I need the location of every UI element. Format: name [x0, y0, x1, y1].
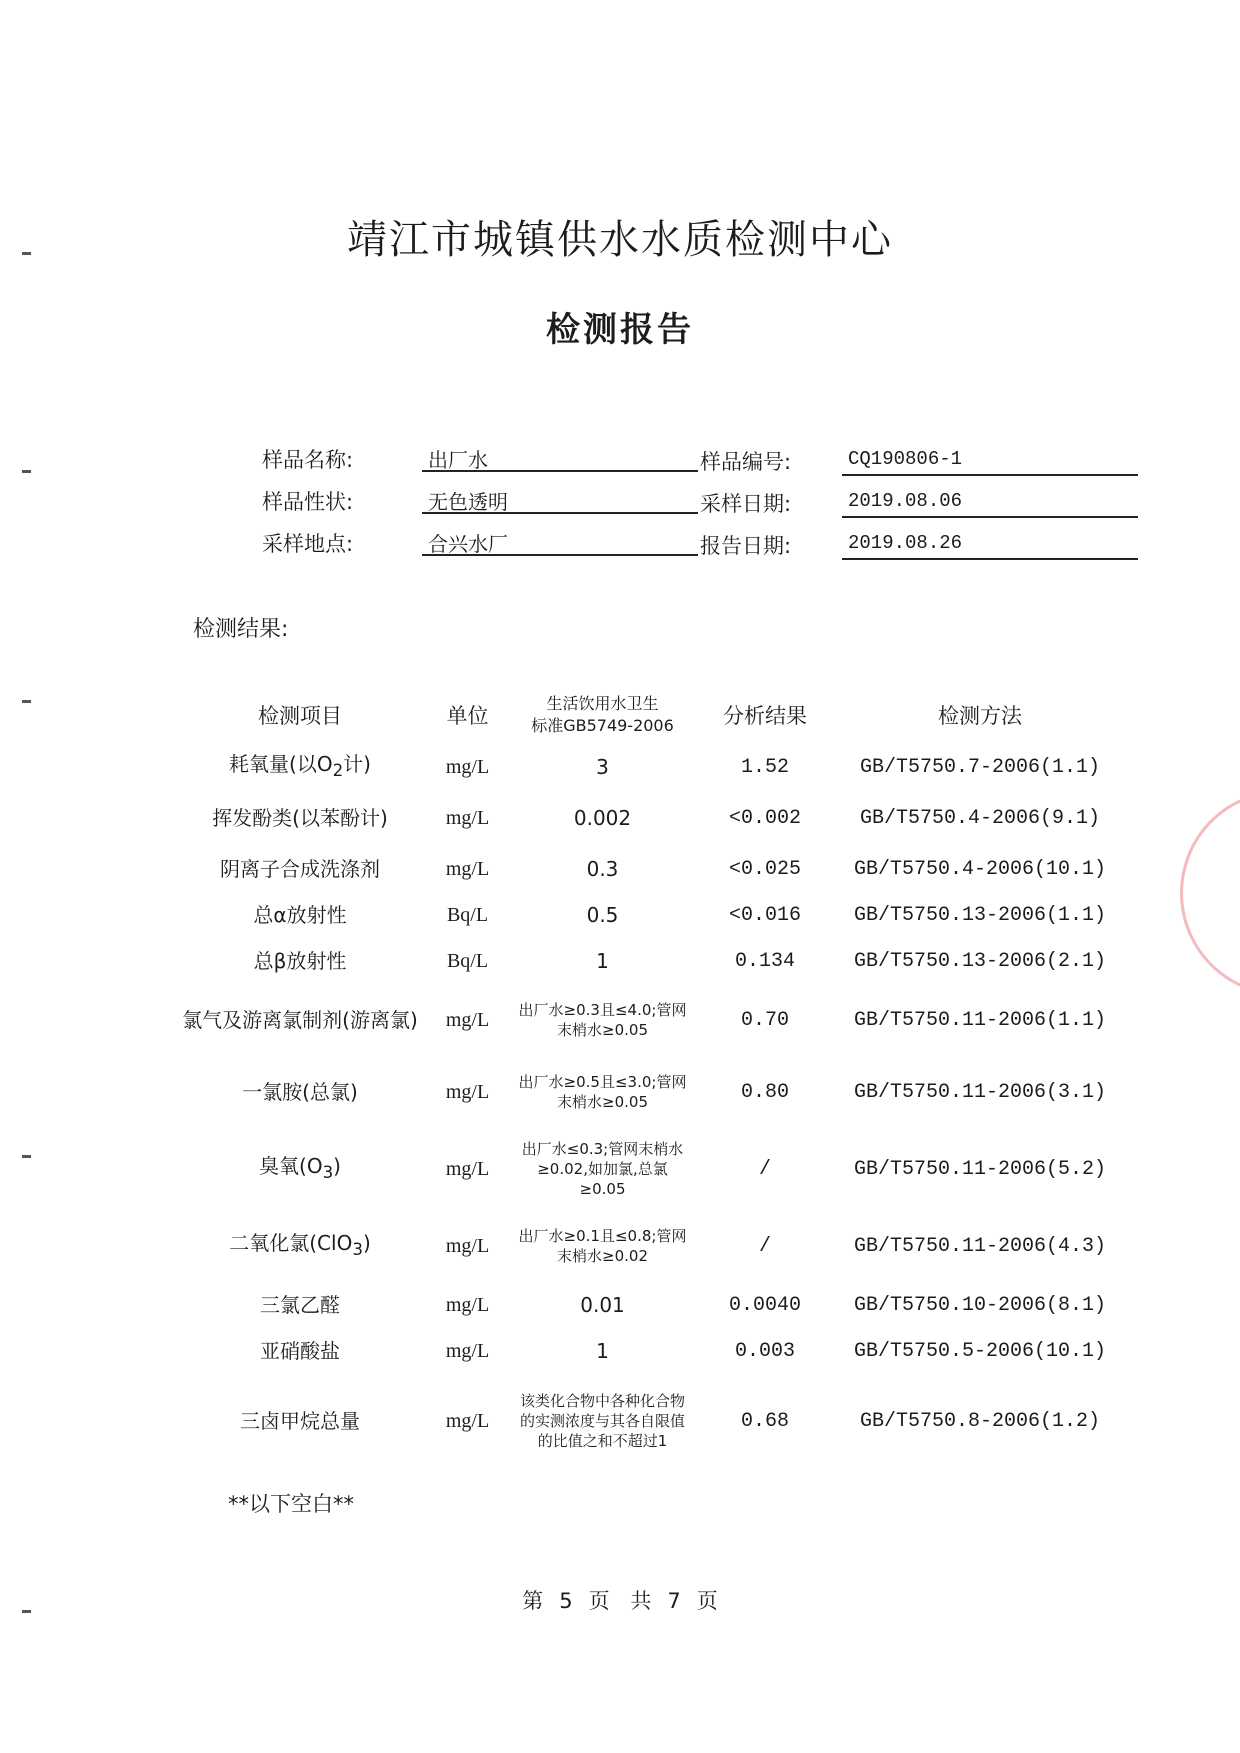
row-standard: 该类化合物中各种化合物的实测浓度与其各自限值的比值之和不超过1	[519, 1392, 685, 1450]
row-method: GB/T5750.8-2006(1.2)	[859, 1409, 1101, 1433]
row-result: 1.52	[740, 755, 789, 779]
row-standard: 出厂水≥0.1且≤0.8;管网末梢水≥0.02	[518, 1227, 687, 1265]
table-row	[180, 984, 1120, 1056]
sample-property-label: 样品性状:	[262, 490, 354, 514]
row-result: 0.80	[740, 1080, 789, 1104]
row-unit: Bq/L	[446, 903, 489, 926]
col-header-method: 检测方法	[938, 704, 1022, 728]
row-result: <0.016	[728, 903, 801, 927]
row-standard: 出厂水≥0.5且≤3.0;管网末梢水≥0.05	[518, 1073, 687, 1111]
row-result: 0.134	[734, 949, 795, 973]
row-item: 三卤甲烷总量	[240, 1409, 360, 1433]
row-standard: 0.01	[580, 1293, 625, 1317]
row-result: <0.025	[728, 857, 801, 881]
row-method: GB/T5750.4-2006(9.1)	[859, 806, 1101, 830]
col-header-item: 检测项目	[258, 704, 342, 728]
row-method: GB/T5750.11-2006(5.2)	[853, 1157, 1107, 1181]
row-unit: mg/L	[445, 1409, 490, 1432]
table-header-row	[180, 686, 1120, 744]
table-row	[180, 892, 1120, 938]
row-item	[180, 1128, 420, 1210]
row-item-text-end: )	[362, 1230, 371, 1255]
sampling-date-label: 采样日期:	[700, 492, 792, 516]
page-indicator	[0, 1585, 1240, 1615]
table-row	[180, 846, 1120, 892]
report-date-label: 报告日期:	[700, 534, 792, 558]
col-header-standard-line2: 标准GB5749-2006	[531, 716, 674, 735]
row-method: GB/T5750.11-2006(4.3)	[853, 1234, 1107, 1258]
row-item: 挥发酚类(以苯酚计)	[212, 806, 388, 830]
row-item: 亚硝酸盐	[260, 1339, 340, 1363]
row-unit: mg/L	[445, 755, 490, 778]
page-mid: 页 共	[588, 1589, 652, 1613]
row-item-text: 二氧化氯(ClO	[229, 1230, 353, 1255]
row-unit: mg/L	[445, 1339, 490, 1362]
row-standard: 1	[596, 949, 609, 973]
table-row	[180, 1374, 1120, 1468]
row-standard: 1	[596, 1339, 609, 1363]
row-item-text-end: 计)	[343, 751, 371, 776]
row-result: <0.002	[728, 806, 801, 830]
row-standard: 0.5	[586, 903, 619, 927]
row-result: 0.70	[740, 1008, 789, 1032]
report-date-value: 2019.08.26	[842, 532, 1138, 560]
page-prefix: 第	[522, 1589, 544, 1613]
organization-title: 靖江市城镇供水水质检测中心	[347, 217, 893, 263]
col-header-unit: 单位	[446, 704, 489, 728]
table-row	[180, 1282, 1120, 1328]
col-header-result: 分析结果	[723, 704, 807, 728]
sampling-location-value: 合兴水厂	[422, 528, 698, 556]
row-standard: 0.002	[573, 806, 632, 830]
row-item: 阴离子合成洗涤剂	[220, 857, 380, 881]
scan-edge-mark	[22, 1610, 31, 1613]
row-unit: mg/L	[445, 1293, 490, 1316]
row-item: 一氯胺(总氯)	[242, 1080, 358, 1104]
row-unit: mg/L	[445, 1234, 490, 1257]
sample-name-value: 出厂水	[422, 444, 698, 472]
row-unit: mg/L	[445, 1008, 490, 1031]
results-table	[180, 686, 1120, 1468]
row-method: GB/T5750.13-2006(1.1)	[853, 903, 1107, 927]
row-standard: 3	[596, 755, 609, 779]
row-item-text-end: )	[333, 1153, 341, 1178]
row-item: 总α放射性	[253, 903, 347, 927]
row-method: GB/T5750.10-2006(8.1)	[853, 1293, 1107, 1317]
page-number: 5	[559, 1589, 573, 1613]
col-header-standard-line1: 生活饮用水卫生	[546, 694, 659, 713]
row-method: GB/T5750.11-2006(3.1)	[853, 1080, 1107, 1104]
row-method: GB/T5750.7-2006(1.1)	[859, 755, 1101, 779]
table-row	[180, 1328, 1120, 1374]
row-method: GB/T5750.4-2006(10.1)	[853, 857, 1107, 881]
row-result: 0.0040	[728, 1293, 801, 1317]
row-method: GB/T5750.5-2006(10.1)	[853, 1339, 1107, 1363]
sample-name-label: 样品名称:	[262, 448, 354, 472]
page-suffix: 页	[696, 1589, 718, 1613]
row-result: 0.68	[740, 1409, 789, 1433]
scan-edge-mark	[22, 700, 31, 703]
row-item: 三氯乙醛	[260, 1293, 340, 1317]
report-title: 检测报告	[546, 310, 694, 350]
row-unit: mg/L	[445, 1157, 490, 1180]
official-seal-partial	[1180, 790, 1240, 996]
scan-edge-mark	[22, 1155, 31, 1158]
row-standard: 出厂水≤0.3;管网末梢水≥0.02,如加氯,总氯≥0.05	[521, 1140, 684, 1198]
blank-below-note: **以下空白**	[228, 1492, 354, 1516]
row-result: 0.003	[734, 1339, 795, 1363]
col-header-standard	[515, 686, 690, 744]
row-item-text: 臭氧(O	[259, 1153, 323, 1178]
table-row	[180, 1056, 1120, 1128]
row-item	[180, 1210, 420, 1282]
sample-number-value: CQ190806-1	[842, 448, 1138, 476]
row-result: /	[758, 1157, 771, 1181]
table-row	[180, 1210, 1120, 1282]
row-unit: mg/L	[445, 1080, 490, 1103]
sampling-location-label: 采样地点:	[262, 532, 354, 556]
row-item-subscript: 3	[352, 1239, 363, 1259]
row-unit: Bq/L	[446, 949, 489, 972]
table-row	[180, 744, 1120, 790]
row-item: 氯气及游离氯制剂(游离氯)	[182, 1008, 418, 1032]
row-item	[180, 744, 420, 790]
row-standard: 出厂水≥0.3且≤4.0;管网末梢水≥0.05	[518, 1001, 687, 1039]
row-item-subscript: 2	[332, 760, 344, 780]
table-row	[180, 938, 1120, 984]
row-unit: mg/L	[445, 806, 490, 829]
scan-edge-mark	[22, 252, 31, 255]
row-item-subscript: 3	[322, 1162, 334, 1182]
scan-edge-mark	[22, 470, 31, 473]
row-item: 总β放射性	[253, 949, 347, 973]
table-row	[180, 790, 1120, 846]
row-standard: 0.3	[586, 857, 619, 881]
results-heading: 检测结果:	[193, 617, 289, 642]
sample-property-value: 无色透明	[422, 486, 698, 514]
row-method: GB/T5750.11-2006(1.1)	[853, 1008, 1107, 1032]
table-row	[180, 1128, 1120, 1210]
sampling-date-value: 2019.08.06	[842, 490, 1138, 518]
total-pages: 7	[667, 1589, 681, 1613]
row-unit: mg/L	[445, 857, 490, 880]
row-result: /	[758, 1234, 771, 1258]
sample-number-label: 样品编号:	[700, 450, 792, 474]
row-method: GB/T5750.13-2006(2.1)	[853, 949, 1107, 973]
row-item-text: 耗氧量(以O	[229, 751, 333, 776]
